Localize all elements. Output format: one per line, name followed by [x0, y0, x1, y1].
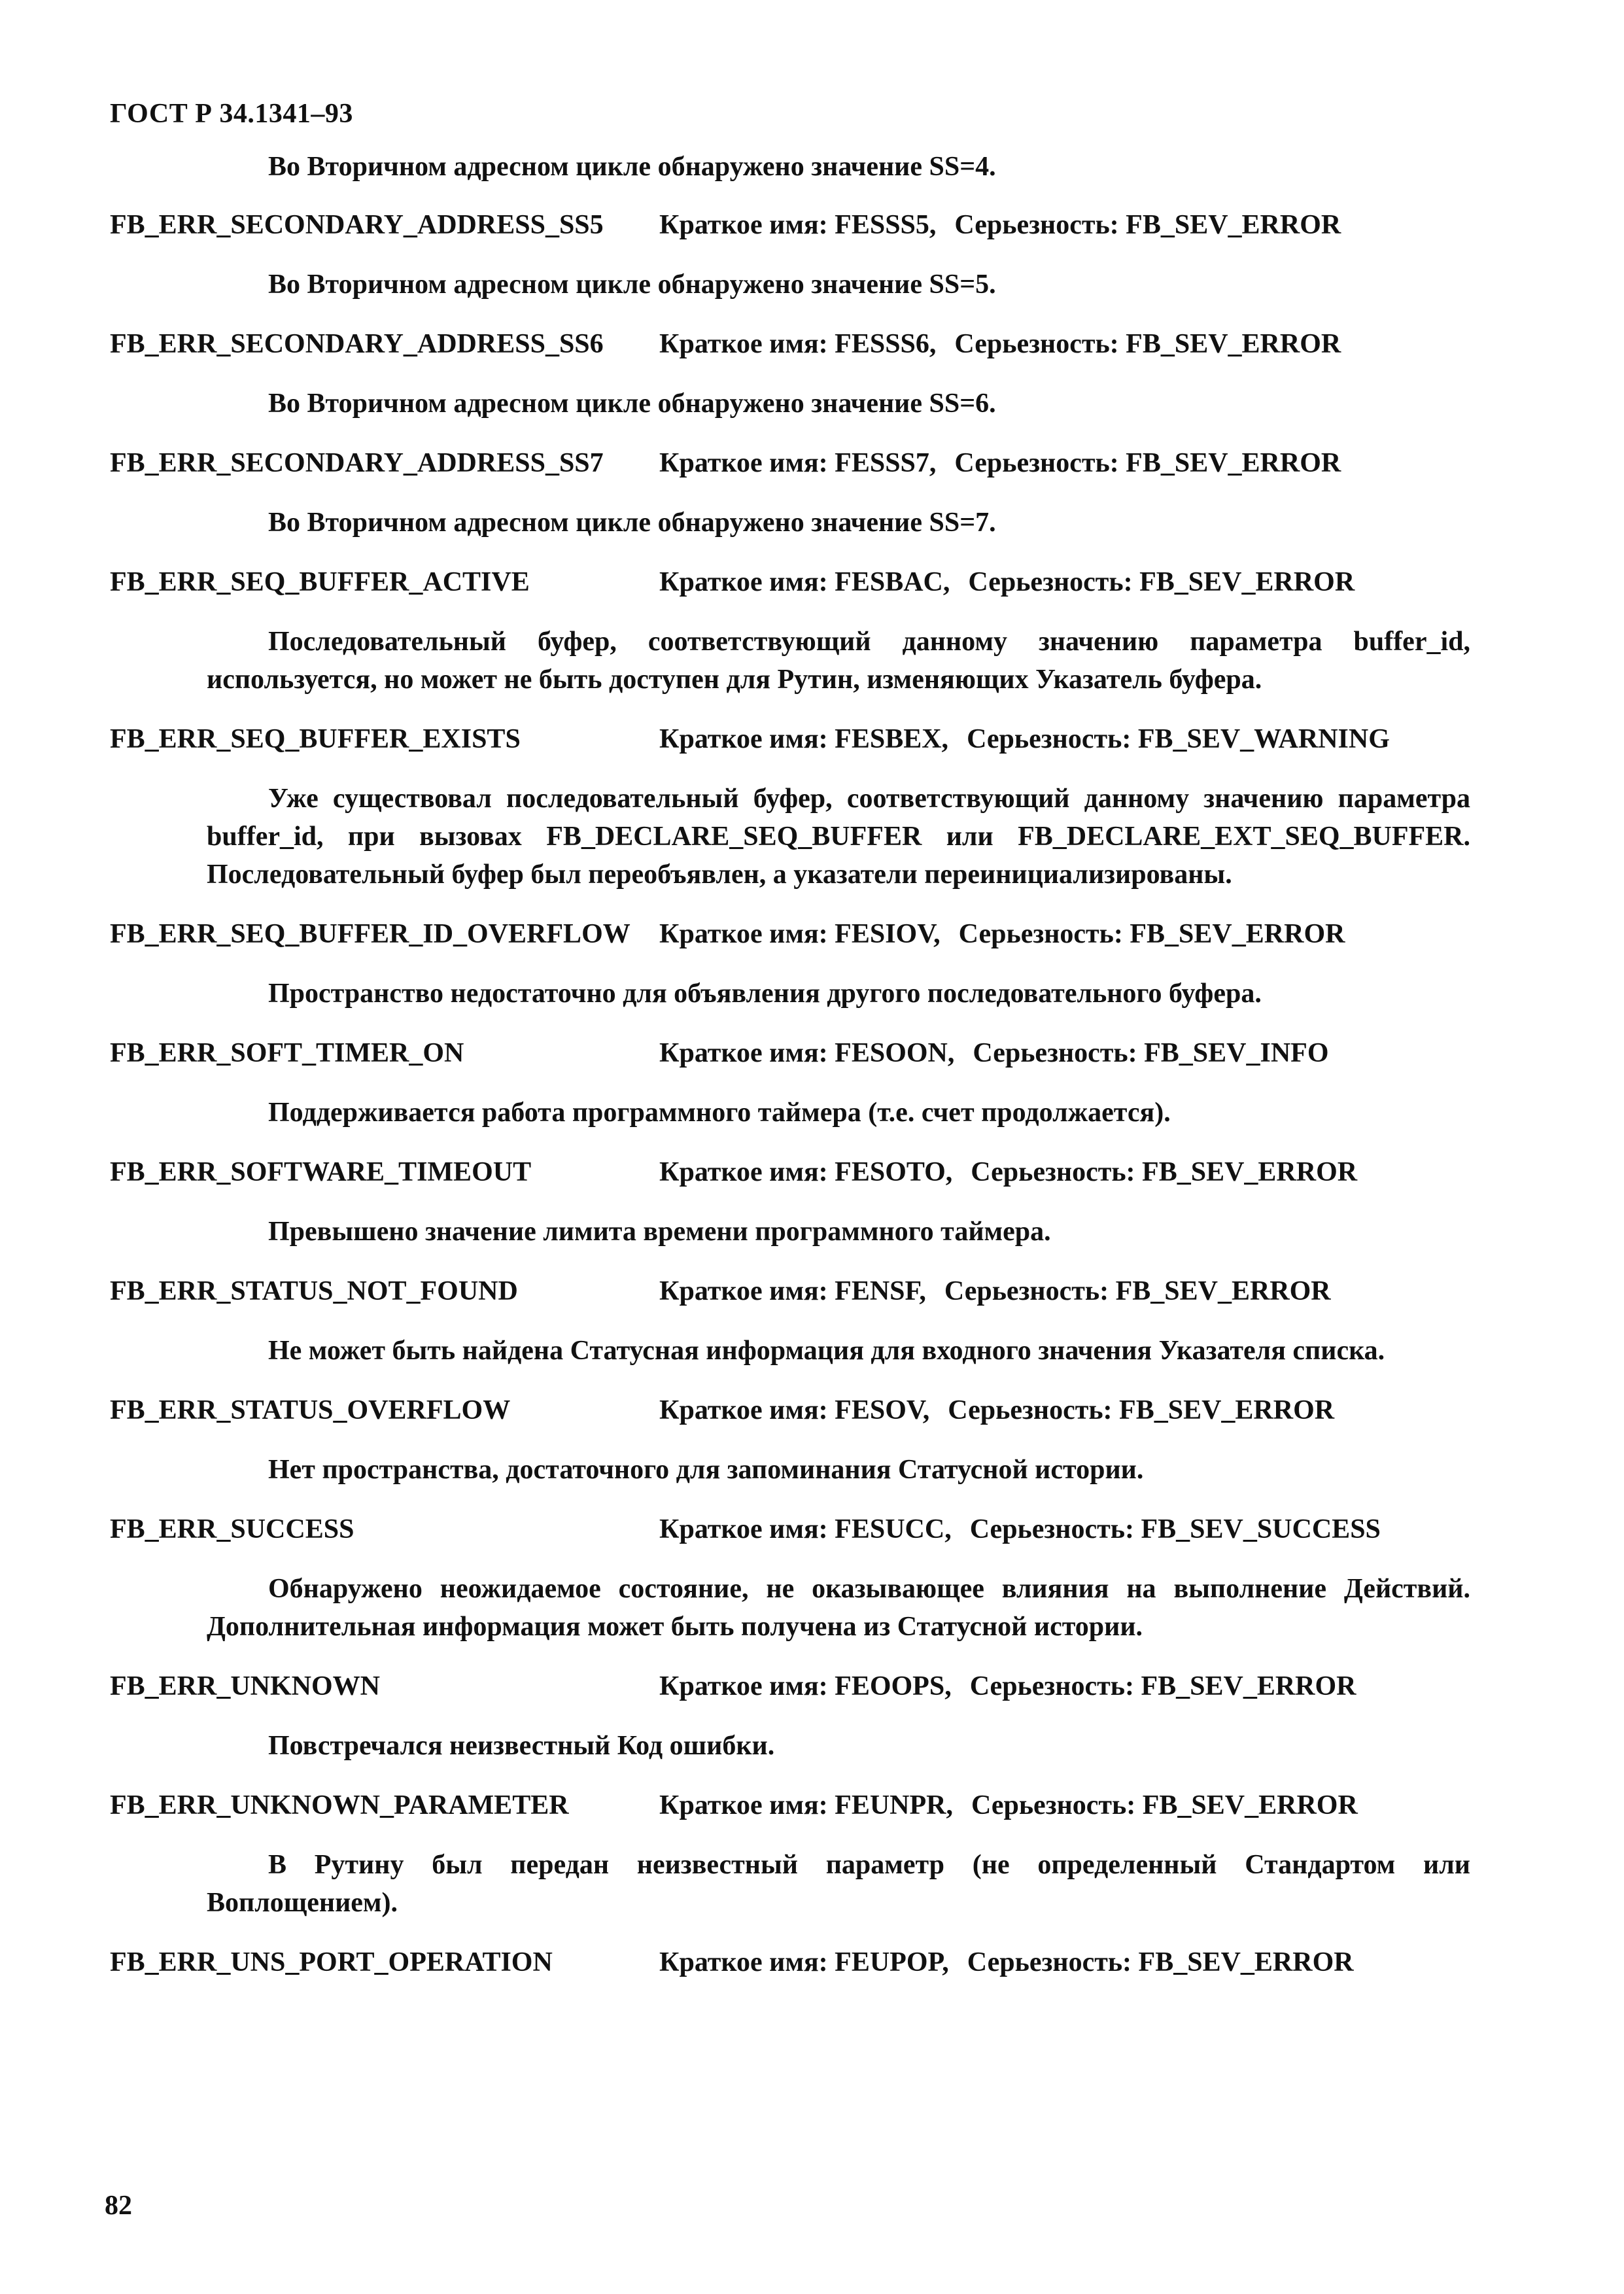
severity-label: Серьезность: — [968, 567, 1133, 597]
error-description: Превышено значение лимита времени программного таймера. — [268, 1217, 1051, 1247]
short-name: FESSS7, — [835, 448, 937, 478]
entry-heading — [110, 207, 1470, 243]
short-name-label: Краткое имя: — [659, 1157, 828, 1187]
error-entry — [110, 1035, 1470, 1132]
short-name-label: Краткое имя: — [659, 1395, 828, 1425]
severity-value: FB_SEV_ERROR — [1119, 1395, 1335, 1425]
error-code: FB_ERR_UNS_PORT_OPERATION — [110, 1947, 553, 1977]
short-name: FESBEX, — [835, 724, 949, 754]
severity-value: FB_SEV_ERROR — [1142, 1157, 1358, 1187]
entry-meta — [659, 1273, 1331, 1310]
error-description: Уже существовал последовательный буфер, соответствующий данному значению параметра buffer_id, при вызовах FB_DECLARE_SEQ_BUFFER или FB_DECLARE_EXT_SEQ_BUFFER. Последовательный буфер был переобъявлен, а указатели переинициализированы. — [207, 784, 1470, 890]
entry-meta — [659, 445, 1341, 481]
error-entry — [110, 1668, 1470, 1765]
short-name: FESOON, — [835, 1038, 955, 1068]
short-name-label: Краткое имя: — [659, 329, 828, 359]
error-description: Пространство недостаточно для объявления другого последовательного буфера. — [268, 979, 1262, 1009]
error-description: Обнаружено неожидаемое состояние, не оказывающее влияния на выполнение Действий. Дополнительная информация может быть получена из Статусной истории. — [207, 1574, 1470, 1642]
entry-heading — [110, 1273, 1470, 1310]
severity-label: Серьезность: — [969, 1514, 1134, 1544]
severity-value: FB_SEV_ERROR — [1126, 329, 1341, 359]
entry-meta — [659, 916, 1345, 952]
error-code: FB_ERR_STATUS_OVERFLOW — [110, 1395, 511, 1425]
error-code: FB_ERR_UNKNOWN_PARAMETER — [110, 1790, 569, 1820]
short-name-label: Краткое имя: — [659, 1514, 828, 1544]
short-name: FESBAC, — [835, 567, 950, 597]
entry-meta — [659, 1944, 1354, 1981]
entry-heading — [110, 1787, 1470, 1824]
entry-meta — [659, 1154, 1357, 1190]
severity-label: Серьезность: — [967, 724, 1132, 754]
short-name-label: Краткое имя: — [659, 448, 828, 478]
short-name: FESSS5, — [835, 210, 937, 240]
page-number: 82 — [105, 2191, 132, 2221]
error-description: Во Вторичном адресном цикле обнаружено значение SS=6. — [268, 389, 996, 419]
short-name: FEOOPS, — [835, 1671, 952, 1701]
error-code-list — [110, 148, 1470, 1981]
entry-heading — [110, 1035, 1470, 1071]
entry-meta — [659, 1511, 1381, 1548]
short-name-label: Краткое имя: — [659, 919, 828, 949]
error-entry — [110, 564, 1470, 699]
entry-heading — [110, 1511, 1470, 1548]
severity-value: FB_SEV_ERROR — [1142, 1790, 1358, 1820]
entry-meta — [659, 1668, 1356, 1705]
severity-label: Серьезность: — [958, 919, 1123, 949]
error-description: В Рутину был передан неизвестный параметр (не определенный Стандартом или Воплощением). — [207, 1850, 1470, 1918]
entry-meta — [659, 326, 1341, 362]
short-name-label: Краткое имя: — [659, 1671, 828, 1701]
error-entry — [110, 1273, 1470, 1370]
severity-value: FB_SEV_WARNING — [1137, 724, 1390, 754]
entry-heading — [110, 1392, 1470, 1429]
error-code: FB_ERR_UNKNOWN — [110, 1671, 381, 1701]
error-description: Во Вторичном адресном цикле обнаружено значение SS=7. — [268, 508, 996, 538]
error-code: FB_ERR_SEQ_BUFFER_ID_OVERFLOW — [110, 919, 631, 949]
error-code: FB_ERR_SEQ_BUFFER_ACTIVE — [110, 567, 530, 597]
short-name-label: Краткое имя: — [659, 210, 828, 240]
severity-value: FB_SEV_INFO — [1144, 1038, 1329, 1068]
severity-label: Серьезность: — [969, 1671, 1134, 1701]
short-name-label: Краткое имя: — [659, 1276, 828, 1306]
severity-label: Серьезность: — [973, 1038, 1137, 1068]
entry-heading — [110, 1944, 1470, 1981]
short-name-label: Краткое имя: — [659, 1790, 828, 1820]
entry-meta — [659, 564, 1355, 600]
entry-meta — [659, 1035, 1329, 1071]
lead-description: Во Вторичном адресном цикле обнаружено значение SS=4. — [268, 152, 996, 182]
entry-heading — [110, 326, 1470, 362]
entry-heading — [110, 1668, 1470, 1705]
severity-label: Серьезность: — [967, 1947, 1132, 1977]
short-name-label: Краткое имя: — [659, 724, 828, 754]
entry-heading — [110, 721, 1470, 757]
error-description: Повстречался неизвестный Код ошибки. — [268, 1731, 775, 1761]
error-code: FB_ERR_SUCCESS — [110, 1514, 354, 1544]
error-code: FB_ERR_SOFT_TIMER_ON — [110, 1038, 464, 1068]
error-description: Последовательный буфер, соответствующий данному значению параметра buffer_id, используется, но может не быть доступен для Рутин, изменяющих Указатель буфера. — [207, 627, 1470, 695]
short-name: FESIOV, — [835, 919, 941, 949]
entry-heading — [110, 445, 1470, 481]
error-code: FB_ERR_SOFTWARE_TIMEOUT — [110, 1157, 532, 1187]
error-entry — [110, 445, 1470, 542]
error-description: Поддерживается работа программного таймера (т.е. счет продолжается). — [268, 1098, 1171, 1128]
severity-value: FB_SEV_ERROR — [1126, 448, 1341, 478]
severity-label: Серьезность: — [971, 1157, 1135, 1187]
error-description: Нет пространства, достаточного для запоминания Статусной истории. — [268, 1455, 1144, 1485]
short-name-label: Краткое имя: — [659, 1038, 828, 1068]
severity-value: FB_SEV_ERROR — [1139, 567, 1355, 597]
entries-container — [110, 207, 1470, 1981]
short-name: FESOV, — [835, 1395, 930, 1425]
page-header: ГОСТ Р 34.1341–93 — [110, 99, 353, 129]
error-code: FB_ERR_SECONDARY_ADDRESS_SS5 — [110, 210, 604, 240]
short-name: FENSF, — [835, 1276, 926, 1306]
error-description: Во Вторичном адресном цикле обнаружено значение SS=5. — [268, 269, 996, 300]
error-entry — [110, 1392, 1470, 1489]
severity-value: FB_SEV_ERROR — [1115, 1276, 1331, 1306]
error-code: FB_ERR_SEQ_BUFFER_EXISTS — [110, 724, 521, 754]
error-description: Не может быть найдена Статусная информация для входного значения Указателя списка. — [268, 1336, 1385, 1366]
severity-value: FB_SEV_SUCCESS — [1141, 1514, 1381, 1544]
severity-value: FB_SEV_ERROR — [1138, 1947, 1354, 1977]
short-name-label: Краткое имя: — [659, 567, 828, 597]
short-name: FESOTO, — [835, 1157, 953, 1187]
error-code: FB_ERR_SECONDARY_ADDRESS_SS6 — [110, 329, 604, 359]
short-name: FEUNPR, — [835, 1790, 953, 1820]
entry-meta — [659, 721, 1390, 757]
severity-value: FB_SEV_ERROR — [1126, 210, 1341, 240]
short-name-label: Краткое имя: — [659, 1947, 828, 1977]
error-code: FB_ERR_SECONDARY_ADDRESS_SS7 — [110, 448, 604, 478]
error-entry — [110, 916, 1470, 1013]
error-entry — [110, 326, 1470, 423]
severity-label: Серьезность: — [948, 1395, 1113, 1425]
entry-heading — [110, 564, 1470, 600]
error-entry — [110, 207, 1470, 304]
severity-label: Серьезность: — [954, 329, 1119, 359]
severity-label: Серьезность: — [954, 448, 1119, 478]
entry-meta — [659, 207, 1341, 243]
error-entry — [110, 1944, 1470, 1981]
severity-label: Серьезность: — [954, 210, 1119, 240]
severity-value: FB_SEV_ERROR — [1130, 919, 1345, 949]
error-entry — [110, 1787, 1470, 1922]
entry-heading — [110, 1154, 1470, 1190]
error-entry — [110, 1154, 1470, 1251]
entry-meta — [659, 1392, 1334, 1429]
short-name: FESUCC, — [835, 1514, 952, 1544]
entry-meta — [659, 1787, 1358, 1824]
error-code: FB_ERR_STATUS_NOT_FOUND — [110, 1276, 518, 1306]
error-entry — [110, 721, 1470, 894]
error-entry — [110, 1511, 1470, 1646]
short-name: FEUPOP, — [835, 1947, 949, 1977]
severity-label: Серьезность: — [944, 1276, 1109, 1306]
severity-value: FB_SEV_ERROR — [1141, 1671, 1356, 1701]
severity-label: Серьезность: — [971, 1790, 1136, 1820]
short-name: FESSS6, — [835, 329, 937, 359]
entry-heading — [110, 916, 1470, 952]
